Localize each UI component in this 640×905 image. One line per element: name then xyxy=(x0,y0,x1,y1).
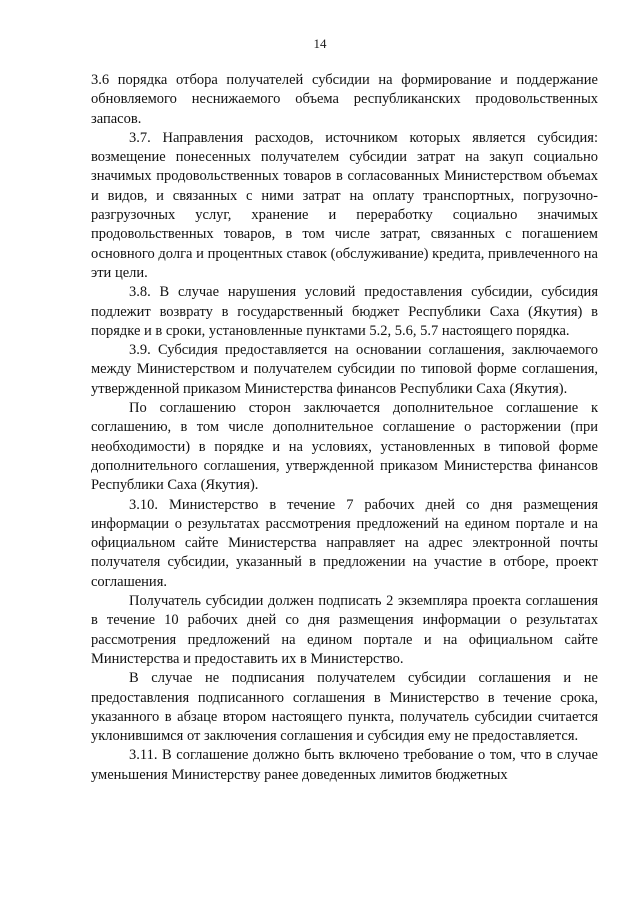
document-body xyxy=(91,71,598,785)
page-number: 14 xyxy=(313,36,327,51)
paragraph-3-10: 3.10. Министерство в течение 7 рабочих дней со дня размещения информации о результатах рассмотрения предложений на едином портале и на официальном сайте Министерства направляет на адрес электронной почты получателя субсидии, указанный в предложении на участие в отборе, проект соглашения. xyxy=(91,496,598,590)
paragraph-3-9: 3.9. Субсидия предоставляется на основании соглашения, заключаемого между Министерством и получателем субсидии по типовой форме соглашения, утвержденной приказом Министерства финансов Республики Саха (Якутия). xyxy=(91,342,598,397)
paragraph-signing: Получатель субсидии должен подписать 2 экземпляра проекта соглашения в течение 10 рабочих дней со дня размещения информации о результатах рассмотрения предложений на едином портале и на официальном сайте Министерства и предоставить их в Министерство. xyxy=(91,593,598,667)
paragraph-continuation-3-6: 3.6 порядка отбора получателей субсидии на формирование и поддержание обновляемого неснижаемого объема республиканских продовольственных запасов. xyxy=(91,72,598,127)
paragraph-3-8: 3.8. В случае нарушения условий предоставления субсидии, субсидия подлежит возврату в государственный бюджет Республики Саха (Якутия) в порядке и в сроки, установленные пунктами 5.2, 5.6, 5.7 настоящего порядка. xyxy=(91,284,598,339)
paragraph-non-signing: В случае не подписания получателем субсидии соглашения и не предоставления подписанного соглашения в Министерство в течение срока, указанного в абзаце втором настоящего пункта, получатель субсидии считается уклонившимся от заключения соглашения и субсидия ему не предоставляется. xyxy=(91,670,598,745)
paragraph-additional-agreement: По соглашению сторон заключается дополнительное соглашение к соглашению, в том числе дополнительное соглашение о расторжении (при необходимости) в порядке и на условиях, установленных в типовой форме дополнительного соглашения, утвержденной приказом Министерства финансов Республики Саха (Якутия). xyxy=(91,400,598,494)
paragraph-3-7: 3.7. Направления расходов, источником которых является субсидия: возмещение понесенных получателем субсидии затрат на закуп социально значимых продовольственных товаров в согласованных Министерством объемах и видов, и связанных с ними затрат на оплату транспортных, погрузочно-разгрузочных услуг, хранение и переработку социально значимых продовольственных товаров, в том числе затрат, связанных с погашением основного долга и процентных ставок (обслуживание) кредита, привлеченного на эти цели. xyxy=(91,129,598,281)
paragraph-3-11: 3.11. В соглашение должно быть включено требование о том, что в случае уменьшения Министерству ранее доведенных лимитов бюджетных xyxy=(91,747,598,783)
